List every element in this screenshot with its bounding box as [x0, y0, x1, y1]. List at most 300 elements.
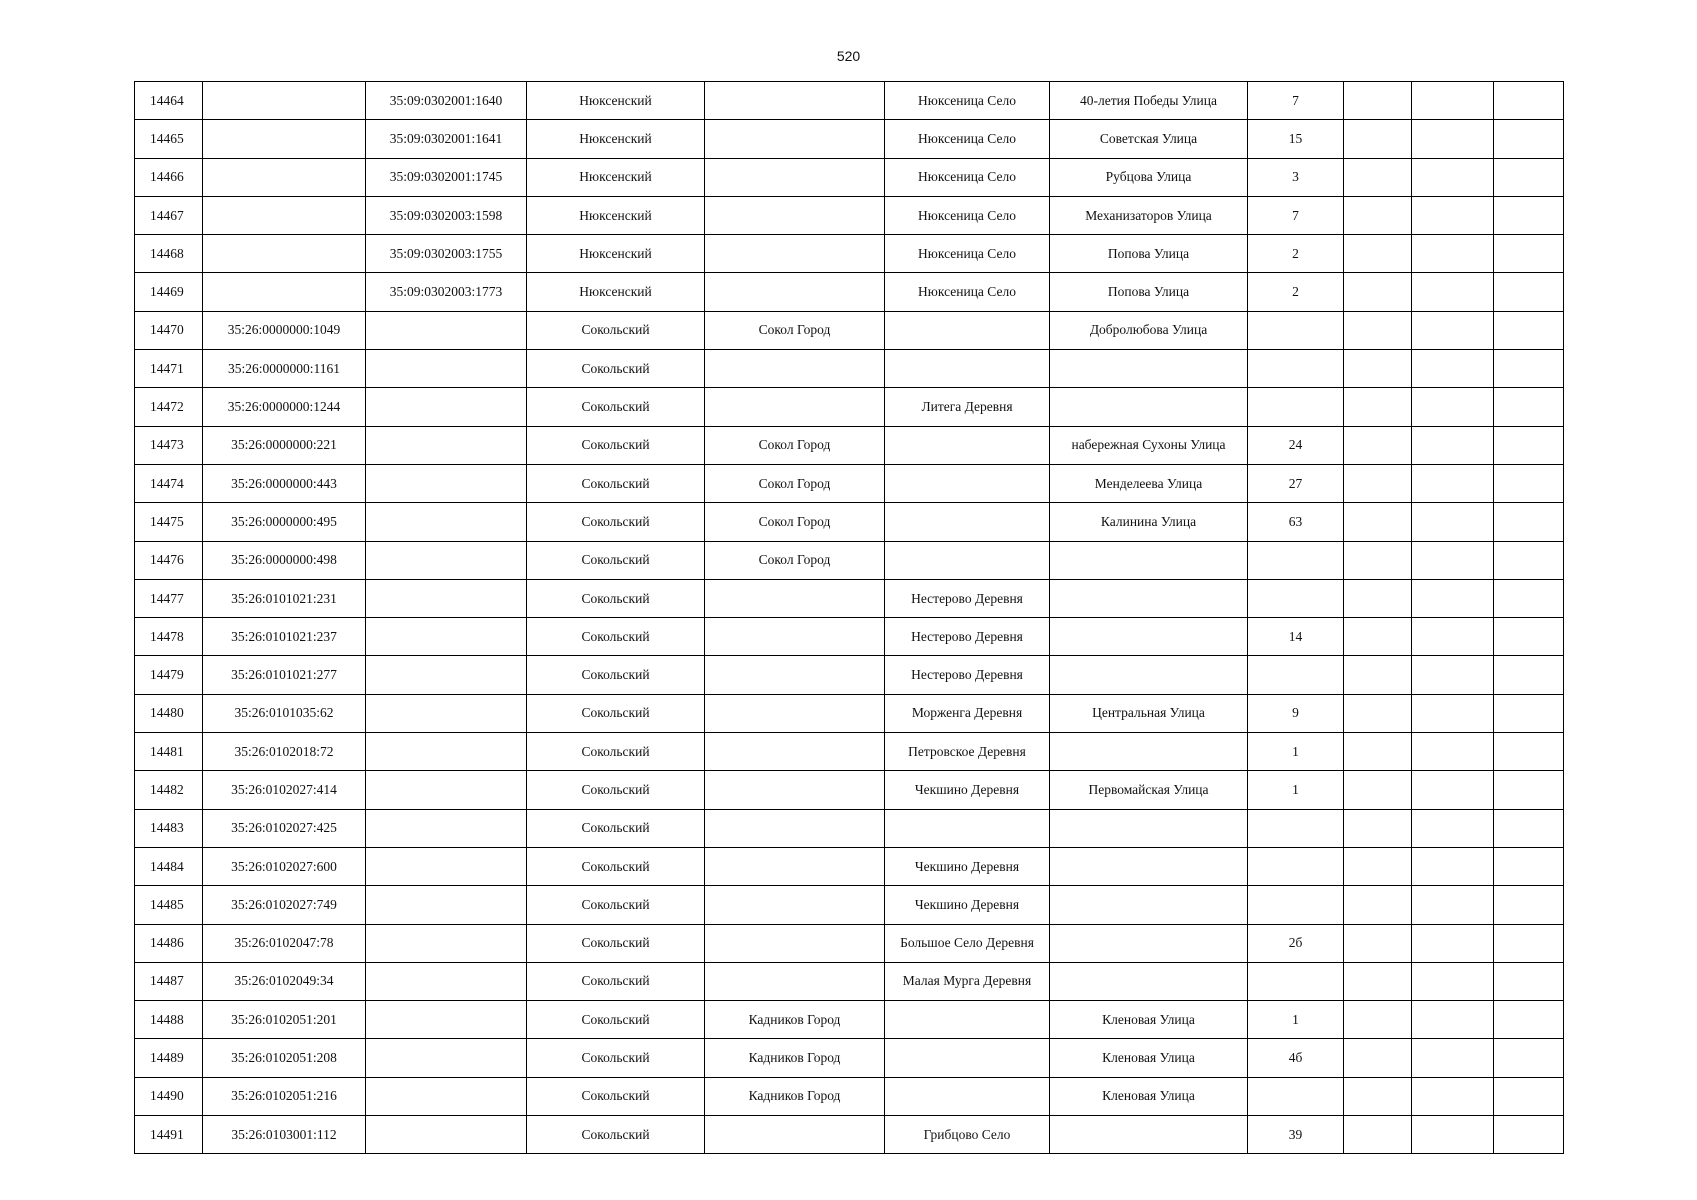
cell-record-number: 14489	[135, 1039, 203, 1077]
cell-city	[705, 733, 885, 771]
cell-street: Первомайская Улица	[1050, 771, 1248, 809]
table-row	[135, 886, 1564, 924]
cell-cadastral-number-b	[366, 618, 527, 656]
cell-record-number: 14464	[135, 82, 203, 120]
cell-record-number: 14468	[135, 235, 203, 273]
cell-extra-3	[1494, 962, 1564, 1000]
cell-cadastral-number-b	[366, 847, 527, 885]
cell-district: Сокольский	[527, 1039, 705, 1077]
cell-district: Сокольский	[527, 809, 705, 847]
cell-extra-2	[1412, 388, 1494, 426]
cell-extra-3	[1494, 464, 1564, 502]
cell-settlement: Нюксеница Село	[885, 196, 1050, 234]
cell-street: 40-летия Победы Улица	[1050, 82, 1248, 120]
cell-settlement: Чекшино Деревня	[885, 847, 1050, 885]
cell-record-number: 14472	[135, 388, 203, 426]
cell-cadastral-number-a: 35:26:0102049:34	[203, 962, 366, 1000]
cell-district: Сокольский	[527, 311, 705, 349]
cell-city: Сокол Город	[705, 541, 885, 579]
cell-district: Нюксенский	[527, 82, 705, 120]
cell-house-number: 1	[1248, 771, 1344, 809]
cell-settlement	[885, 464, 1050, 502]
cell-settlement: Нюксеница Село	[885, 273, 1050, 311]
registry-table	[134, 81, 1564, 1154]
cell-district: Сокольский	[527, 771, 705, 809]
cell-settlement: Чекшино Деревня	[885, 771, 1050, 809]
cell-extra-3	[1494, 579, 1564, 617]
cell-extra-1	[1344, 924, 1412, 962]
cell-cadastral-number-b	[366, 771, 527, 809]
cell-district: Сокольский	[527, 924, 705, 962]
cell-cadastral-number-b	[366, 694, 527, 732]
cell-record-number: 14465	[135, 120, 203, 158]
cell-city	[705, 924, 885, 962]
cell-cadastral-number-a: 35:26:0102051:216	[203, 1077, 366, 1115]
cell-district: Нюксенский	[527, 235, 705, 273]
cell-cadastral-number-a: 35:26:0102027:600	[203, 847, 366, 885]
table-row	[135, 618, 1564, 656]
page-number: 520	[836, 48, 861, 64]
cell-street: Добролюбова Улица	[1050, 311, 1248, 349]
cell-record-number: 14490	[135, 1077, 203, 1115]
cell-extra-3	[1494, 656, 1564, 694]
cell-extra-3	[1494, 388, 1564, 426]
table-row	[135, 120, 1564, 158]
cell-settlement: Нюксеница Село	[885, 120, 1050, 158]
table-row	[135, 426, 1564, 464]
cell-extra-1	[1344, 656, 1412, 694]
cell-extra-1	[1344, 350, 1412, 388]
cell-record-number: 14487	[135, 962, 203, 1000]
cell-extra-3	[1494, 809, 1564, 847]
cell-street: Кленовая Улица	[1050, 1039, 1248, 1077]
cell-district: Сокольский	[527, 1077, 705, 1115]
table-row	[135, 273, 1564, 311]
cell-extra-1	[1344, 733, 1412, 771]
cell-record-number: 14475	[135, 503, 203, 541]
cell-house-number: 63	[1248, 503, 1344, 541]
cell-extra-3	[1494, 618, 1564, 656]
cell-record-number: 14485	[135, 886, 203, 924]
table-row	[135, 962, 1564, 1000]
cell-settlement: Нюксеница Село	[885, 235, 1050, 273]
cell-extra-2	[1412, 1039, 1494, 1077]
cell-cadastral-number-b	[366, 1116, 527, 1154]
cell-extra-2	[1412, 886, 1494, 924]
cell-street	[1050, 350, 1248, 388]
cell-extra-1	[1344, 1116, 1412, 1154]
cell-district: Нюксенский	[527, 120, 705, 158]
cell-settlement: Нестерово Деревня	[885, 579, 1050, 617]
cell-district: Сокольский	[527, 847, 705, 885]
cell-extra-1	[1344, 579, 1412, 617]
cell-record-number: 14471	[135, 350, 203, 388]
cell-street	[1050, 656, 1248, 694]
cell-extra-2	[1412, 694, 1494, 732]
cell-record-number: 14482	[135, 771, 203, 809]
cell-street	[1050, 733, 1248, 771]
cell-extra-3	[1494, 1116, 1564, 1154]
table-row	[135, 350, 1564, 388]
cell-extra-2	[1412, 235, 1494, 273]
cell-settlement	[885, 503, 1050, 541]
cell-city	[705, 962, 885, 1000]
cell-extra-2	[1412, 82, 1494, 120]
table-row	[135, 503, 1564, 541]
cell-record-number: 14467	[135, 196, 203, 234]
table-row	[135, 1116, 1564, 1154]
cell-cadastral-number-a: 35:26:0000000:1049	[203, 311, 366, 349]
cell-cadastral-number-b	[366, 924, 527, 962]
cell-extra-3	[1494, 350, 1564, 388]
cell-extra-2	[1412, 579, 1494, 617]
cell-house-number	[1248, 962, 1344, 1000]
cell-city	[705, 388, 885, 426]
cell-city	[705, 273, 885, 311]
cell-house-number	[1248, 579, 1344, 617]
cell-settlement: Нестерово Деревня	[885, 656, 1050, 694]
cell-extra-2	[1412, 1077, 1494, 1115]
cell-cadastral-number-a	[203, 120, 366, 158]
cell-extra-2	[1412, 847, 1494, 885]
cell-house-number	[1248, 656, 1344, 694]
cell-house-number: 14	[1248, 618, 1344, 656]
cell-house-number: 7	[1248, 82, 1344, 120]
cell-settlement	[885, 809, 1050, 847]
cell-city: Кадников Город	[705, 1001, 885, 1039]
cell-district: Нюксенский	[527, 196, 705, 234]
cell-extra-2	[1412, 924, 1494, 962]
cell-cadastral-number-a: 35:26:0000000:495	[203, 503, 366, 541]
cell-record-number: 14479	[135, 656, 203, 694]
cell-house-number: 1	[1248, 1001, 1344, 1039]
cell-city	[705, 809, 885, 847]
cell-record-number: 14469	[135, 273, 203, 311]
cell-record-number: 14484	[135, 847, 203, 885]
cell-city: Сокол Город	[705, 426, 885, 464]
cell-extra-3	[1494, 1077, 1564, 1115]
cell-street	[1050, 924, 1248, 962]
cell-extra-1	[1344, 120, 1412, 158]
cell-street	[1050, 579, 1248, 617]
cell-street: Менделеева Улица	[1050, 464, 1248, 502]
cell-extra-2	[1412, 771, 1494, 809]
cell-district: Сокольский	[527, 503, 705, 541]
cell-extra-1	[1344, 273, 1412, 311]
cell-settlement: Большое Село Деревня	[885, 924, 1050, 962]
cell-house-number: 3	[1248, 158, 1344, 196]
cell-cadastral-number-a: 35:26:0102051:201	[203, 1001, 366, 1039]
cell-city	[705, 235, 885, 273]
cell-district: Нюксенский	[527, 273, 705, 311]
cell-extra-3	[1494, 273, 1564, 311]
cell-extra-3	[1494, 886, 1564, 924]
cell-extra-1	[1344, 82, 1412, 120]
cell-district: Сокольский	[527, 426, 705, 464]
table-row	[135, 388, 1564, 426]
cell-district: Сокольский	[527, 618, 705, 656]
cell-cadastral-number-b: 35:09:0302001:1745	[366, 158, 527, 196]
cell-extra-2	[1412, 426, 1494, 464]
registry-table-body	[135, 82, 1564, 1154]
cell-house-number: 7	[1248, 196, 1344, 234]
cell-cadastral-number-a	[203, 158, 366, 196]
table-row	[135, 1001, 1564, 1039]
cell-extra-2	[1412, 541, 1494, 579]
cell-settlement	[885, 541, 1050, 579]
table-row	[135, 541, 1564, 579]
cell-record-number: 14470	[135, 311, 203, 349]
cell-settlement: Петровское Деревня	[885, 733, 1050, 771]
cell-extra-2	[1412, 120, 1494, 158]
cell-cadastral-number-b	[366, 809, 527, 847]
cell-city	[705, 656, 885, 694]
table-row	[135, 733, 1564, 771]
cell-cadastral-number-a: 35:26:0000000:221	[203, 426, 366, 464]
cell-extra-1	[1344, 158, 1412, 196]
cell-city: Сокол Город	[705, 464, 885, 502]
cell-cadastral-number-b: 35:09:0302003:1598	[366, 196, 527, 234]
cell-extra-3	[1494, 847, 1564, 885]
cell-cadastral-number-a: 35:26:0101035:62	[203, 694, 366, 732]
cell-extra-1	[1344, 962, 1412, 1000]
cell-cadastral-number-a: 35:26:0102047:78	[203, 924, 366, 962]
cell-cadastral-number-b	[366, 464, 527, 502]
cell-street	[1050, 388, 1248, 426]
cell-cadastral-number-a: 35:26:0101021:277	[203, 656, 366, 694]
cell-house-number: 15	[1248, 120, 1344, 158]
cell-extra-2	[1412, 311, 1494, 349]
cell-record-number: 14466	[135, 158, 203, 196]
cell-street: Попова Улица	[1050, 273, 1248, 311]
cell-cadastral-number-b	[366, 579, 527, 617]
cell-cadastral-number-b: 35:09:0302003:1755	[366, 235, 527, 273]
cell-cadastral-number-b	[366, 311, 527, 349]
cell-city	[705, 618, 885, 656]
cell-cadastral-number-a	[203, 235, 366, 273]
cell-record-number: 14474	[135, 464, 203, 502]
cell-street: Рубцова Улица	[1050, 158, 1248, 196]
cell-settlement: Грибцово Село	[885, 1116, 1050, 1154]
cell-cadastral-number-b	[366, 1001, 527, 1039]
cell-settlement	[885, 311, 1050, 349]
cell-settlement	[885, 1077, 1050, 1115]
cell-city: Кадников Город	[705, 1039, 885, 1077]
cell-record-number: 14486	[135, 924, 203, 962]
cell-extra-3	[1494, 235, 1564, 273]
cell-extra-3	[1494, 158, 1564, 196]
cell-street	[1050, 1116, 1248, 1154]
cell-extra-1	[1344, 1001, 1412, 1039]
cell-city	[705, 158, 885, 196]
cell-district: Сокольский	[527, 733, 705, 771]
cell-city: Кадников Город	[705, 1077, 885, 1115]
table-row	[135, 464, 1564, 502]
cell-city: Сокол Город	[705, 311, 885, 349]
cell-extra-2	[1412, 158, 1494, 196]
cell-extra-2	[1412, 464, 1494, 502]
cell-city	[705, 1116, 885, 1154]
cell-district: Сокольский	[527, 1001, 705, 1039]
table-row	[135, 579, 1564, 617]
cell-street	[1050, 541, 1248, 579]
cell-extra-1	[1344, 311, 1412, 349]
cell-record-number: 14476	[135, 541, 203, 579]
cell-extra-1	[1344, 235, 1412, 273]
cell-record-number: 14473	[135, 426, 203, 464]
cell-street: набережная Сухоны Улица	[1050, 426, 1248, 464]
cell-district: Сокольский	[527, 388, 705, 426]
cell-extra-3	[1494, 426, 1564, 464]
cell-city	[705, 847, 885, 885]
cell-cadastral-number-b	[366, 886, 527, 924]
cell-extra-2	[1412, 273, 1494, 311]
cell-extra-2	[1412, 962, 1494, 1000]
cell-cadastral-number-a: 35:26:0103001:112	[203, 1116, 366, 1154]
table-row	[135, 1039, 1564, 1077]
cell-extra-2	[1412, 196, 1494, 234]
cell-city	[705, 350, 885, 388]
cell-cadastral-number-a: 35:26:0000000:1244	[203, 388, 366, 426]
cell-extra-2	[1412, 1116, 1494, 1154]
cell-house-number: 39	[1248, 1116, 1344, 1154]
cell-district: Сокольский	[527, 579, 705, 617]
cell-cadastral-number-b	[366, 426, 527, 464]
cell-street	[1050, 809, 1248, 847]
cell-settlement: Нюксеница Село	[885, 82, 1050, 120]
cell-extra-3	[1494, 771, 1564, 809]
cell-city	[705, 579, 885, 617]
cell-extra-3	[1494, 311, 1564, 349]
cell-record-number: 14481	[135, 733, 203, 771]
cell-street	[1050, 886, 1248, 924]
cell-extra-3	[1494, 196, 1564, 234]
cell-record-number: 14480	[135, 694, 203, 732]
cell-cadastral-number-a	[203, 196, 366, 234]
cell-cadastral-number-b	[366, 656, 527, 694]
cell-extra-1	[1344, 464, 1412, 502]
cell-house-number	[1248, 1077, 1344, 1115]
cell-district: Сокольский	[527, 962, 705, 1000]
cell-district: Сокольский	[527, 464, 705, 502]
cell-record-number: 14491	[135, 1116, 203, 1154]
cell-cadastral-number-a: 35:26:0101021:231	[203, 579, 366, 617]
cell-house-number: 27	[1248, 464, 1344, 502]
table-row	[135, 1077, 1564, 1115]
cell-cadastral-number-a: 35:26:0000000:1161	[203, 350, 366, 388]
cell-street: Кленовая Улица	[1050, 1001, 1248, 1039]
cell-district: Сокольский	[527, 350, 705, 388]
cell-record-number: 14477	[135, 579, 203, 617]
cell-extra-1	[1344, 388, 1412, 426]
cell-house-number: 1	[1248, 733, 1344, 771]
cell-city	[705, 886, 885, 924]
cell-house-number	[1248, 886, 1344, 924]
table-row	[135, 656, 1564, 694]
cell-extra-2	[1412, 1001, 1494, 1039]
cell-cadastral-number-b	[366, 962, 527, 1000]
cell-cadastral-number-a: 35:26:0102051:208	[203, 1039, 366, 1077]
cell-extra-1	[1344, 1039, 1412, 1077]
cell-record-number: 14483	[135, 809, 203, 847]
cell-city: Сокол Город	[705, 503, 885, 541]
cell-cadastral-number-a	[203, 82, 366, 120]
cell-extra-2	[1412, 618, 1494, 656]
table-row	[135, 694, 1564, 732]
cell-house-number	[1248, 541, 1344, 579]
cell-settlement: Чекшино Деревня	[885, 886, 1050, 924]
cell-cadastral-number-a: 35:26:0102018:72	[203, 733, 366, 771]
cell-house-number: 2	[1248, 235, 1344, 273]
cell-extra-3	[1494, 82, 1564, 120]
cell-settlement	[885, 1039, 1050, 1077]
table-row	[135, 235, 1564, 273]
cell-street: Советская Улица	[1050, 120, 1248, 158]
cell-extra-1	[1344, 503, 1412, 541]
table-row	[135, 82, 1564, 120]
cell-extra-2	[1412, 809, 1494, 847]
cell-house-number	[1248, 388, 1344, 426]
cell-cadastral-number-b	[366, 733, 527, 771]
cell-cadastral-number-b	[366, 350, 527, 388]
cell-cadastral-number-b: 35:09:0302001:1641	[366, 120, 527, 158]
cell-extra-1	[1344, 886, 1412, 924]
cell-cadastral-number-a: 35:26:0102027:425	[203, 809, 366, 847]
cell-extra-3	[1494, 924, 1564, 962]
cell-house-number	[1248, 809, 1344, 847]
cell-extra-1	[1344, 771, 1412, 809]
cell-street: Кленовая Улица	[1050, 1077, 1248, 1115]
cell-extra-1	[1344, 196, 1412, 234]
cell-extra-3	[1494, 541, 1564, 579]
table-row	[135, 809, 1564, 847]
cell-street: Механизаторов Улица	[1050, 196, 1248, 234]
table-row	[135, 771, 1564, 809]
cell-settlement	[885, 426, 1050, 464]
cell-extra-3	[1494, 733, 1564, 771]
cell-street	[1050, 962, 1248, 1000]
cell-extra-2	[1412, 503, 1494, 541]
cell-record-number: 14488	[135, 1001, 203, 1039]
cell-house-number: 2б	[1248, 924, 1344, 962]
cell-settlement: Морженга Деревня	[885, 694, 1050, 732]
table-row	[135, 924, 1564, 962]
cell-extra-3	[1494, 503, 1564, 541]
cell-cadastral-number-b: 35:09:0302001:1640	[366, 82, 527, 120]
cell-extra-3	[1494, 1039, 1564, 1077]
cell-cadastral-number-b	[366, 541, 527, 579]
cell-district: Нюксенский	[527, 158, 705, 196]
cell-cadastral-number-a: 35:26:0000000:498	[203, 541, 366, 579]
cell-extra-3	[1494, 694, 1564, 732]
cell-extra-2	[1412, 350, 1494, 388]
table-row	[135, 196, 1564, 234]
cell-street: Калинина Улица	[1050, 503, 1248, 541]
cell-cadastral-number-a: 35:26:0101021:237	[203, 618, 366, 656]
cell-district: Сокольский	[527, 1116, 705, 1154]
cell-house-number: 4б	[1248, 1039, 1344, 1077]
cell-settlement	[885, 350, 1050, 388]
cell-extra-2	[1412, 733, 1494, 771]
cell-settlement: Литега Деревня	[885, 388, 1050, 426]
cell-extra-1	[1344, 618, 1412, 656]
cell-street: Центральная Улица	[1050, 694, 1248, 732]
cell-house-number	[1248, 350, 1344, 388]
cell-street: Попова Улица	[1050, 235, 1248, 273]
cell-cadastral-number-a: 35:26:0000000:443	[203, 464, 366, 502]
cell-house-number: 24	[1248, 426, 1344, 464]
cell-extra-2	[1412, 656, 1494, 694]
